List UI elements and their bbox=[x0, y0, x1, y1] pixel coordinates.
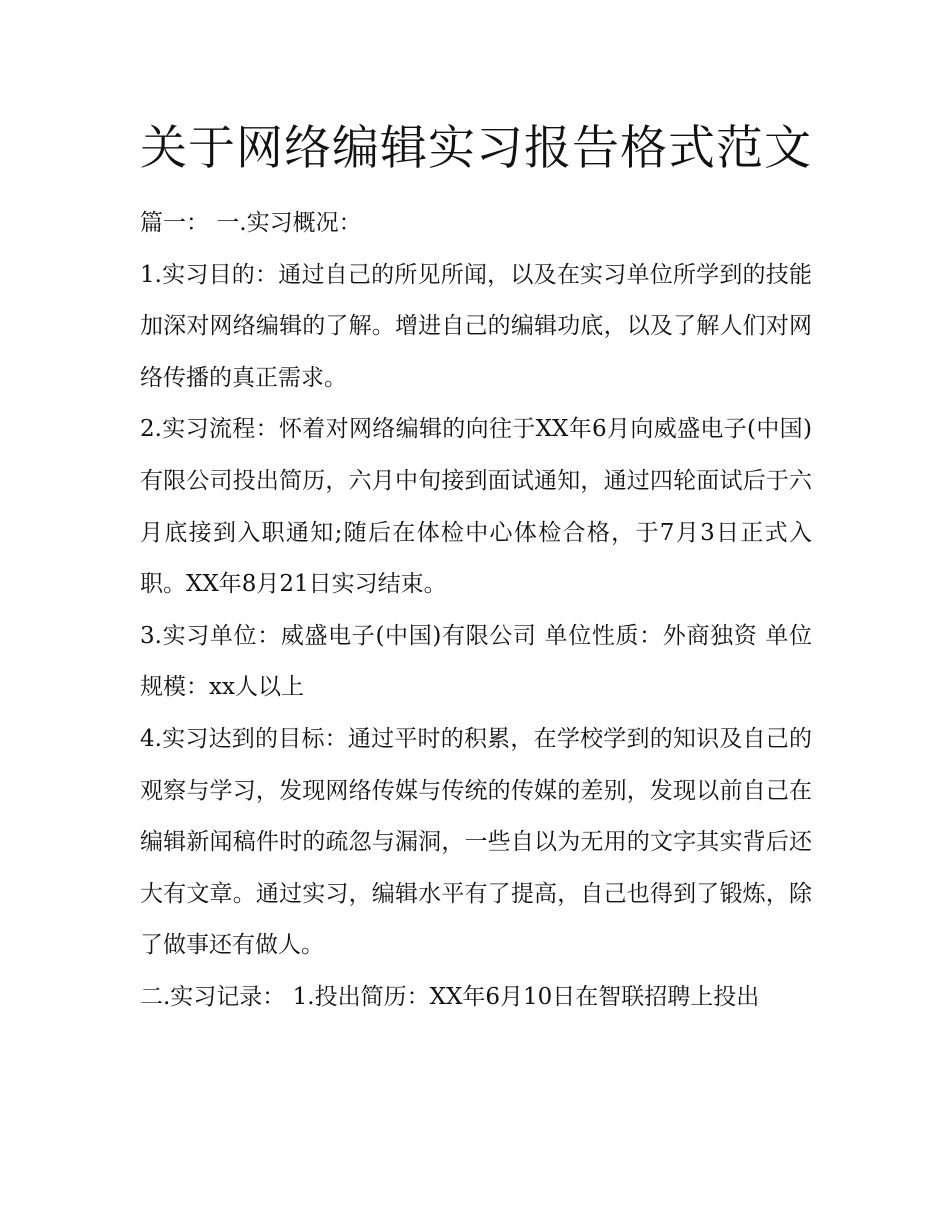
paragraph-internship-records: 二.实习记录： 1.投出简历：XX年6月10日在智联招聘上投出 bbox=[140, 983, 760, 1010]
document-page bbox=[140, 110, 812, 1024]
paragraph-internship-unit: 3.实习单位：威盛电子(中国)有限公司 单位性质：外商独资 单位规模：xx人以上 bbox=[140, 622, 812, 701]
paragraph-internship-goals: 4.实习达到的目标：通过平时的积累，在学校学到的知识及自己的观察与学习，发现网络传媒与传统的传媒的差别，发现以前自己在编辑新闻稿件时的疏忽与漏洞，一些自以为无用的文字其实背后还大有文章。通过实习，编辑水平有了提高，自己也得到了锻炼，除了做事还有做人。 bbox=[140, 725, 812, 959]
document-title: 关于网络编辑实习报告格式范文 bbox=[140, 121, 812, 176]
paragraph-internship-purpose: 1.实习目的：通过自己的所见所闻，以及在实习单位所学到的技能加深对网络编辑的了解。增进自己的编辑功底，以及了解人们对网络传播的真正需求。 bbox=[140, 261, 812, 391]
paragraph-internship-process: 2.实习流程：怀着对网络编辑的向往于XX年6月向威盛电子(中国)有限公司投出简历，六月中旬接到面试通知，通过四轮面试后于六月底接到入职通知;随后在体检中心体检合格，于7月3日正式入职。XX年8月21日实习结束。 bbox=[140, 416, 812, 598]
paragraph-overview-heading: 篇一： 一.实习概况： bbox=[140, 210, 362, 236]
document-body bbox=[140, 198, 812, 1024]
